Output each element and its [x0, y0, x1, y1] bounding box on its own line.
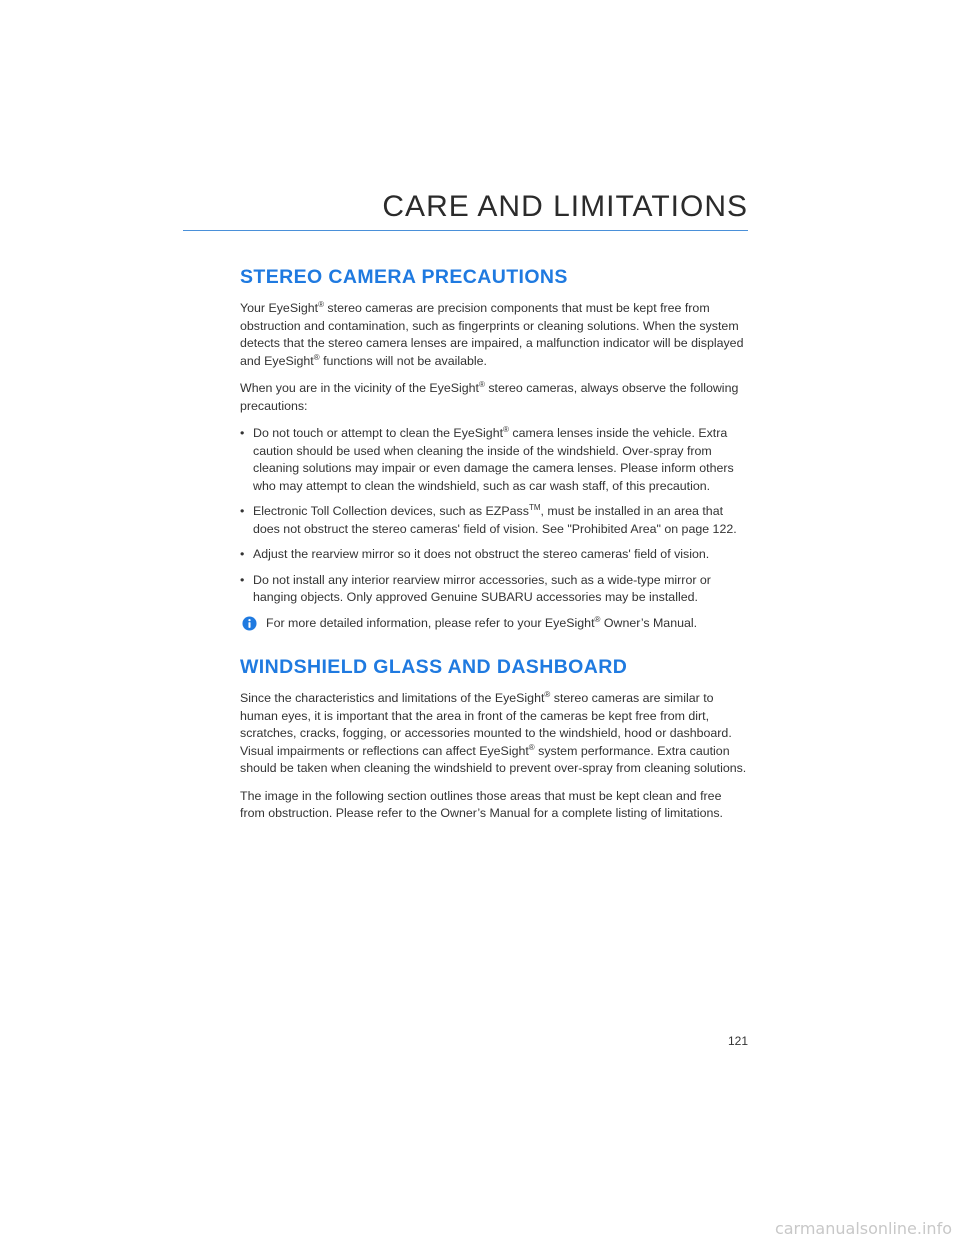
precautions-list [240, 425, 748, 607]
registered-mark: ® [594, 614, 601, 624]
bullet-icon: • [240, 572, 245, 587]
windshield-paragraph-2: The image in the following section outlines those areas that must be kept clean and free from obstruction. Please refer to the Owner’s Manual for a complete listing of limitations. [240, 788, 723, 820]
registered-mark: ® [528, 742, 535, 752]
header-rule [183, 230, 748, 231]
windshield-section [240, 654, 748, 823]
registered-mark: ® [318, 299, 324, 309]
windshield-paragraph-1: Since the characteristics and limitations of the EyeSight® stereo cameras are similar to human eyes, it is important that the area in front of the cameras be kept free from dirt, scratches, cracks, fogging, or accessories mounted to the windshield, hood or dashboard. Visual impairments or reflections can affect EyeSight® system performance. Extra caution should be taken when cleaning the windshield to prevent over-spray from cleaning solutions. [240, 689, 747, 775]
info-note: For more detailed information, please refer to your EyeSight® Owner’s Manual. [240, 615, 748, 633]
registered-mark: ® [544, 689, 551, 699]
bullet-icon: • [240, 547, 245, 561]
registered-mark: ® [313, 352, 320, 362]
stereo-camera-intro: Your EyeSight® stereo cameras are precision components that must be kept free from obstruction and contamination, such as fingerprints or cleaning solutions. When the system detects that the stereo camera lenses are impaired, a malfunction indicator will be displayed and EyeSight® functions will not be available. [240, 299, 744, 368]
watermark: carmanualsonline.info [774, 1219, 952, 1238]
trademark-mark: TM [528, 502, 541, 512]
registered-mark: ® [503, 424, 509, 434]
stereo-camera-heading: STEREO CAMERA PRECAUTIONS [240, 266, 568, 288]
list-item: • Electronic Toll Collection devices, such as EZPass™, must be installed in an area that does not obstruct the stereo cameras' field of vision. See "Prohibited Area" on page 122. [240, 502, 737, 536]
page-content [240, 264, 748, 833]
bullet-icon: • [240, 426, 245, 440]
bullet-icon: • [240, 504, 245, 518]
page-number: 121 [727, 1034, 748, 1048]
section-title: CARE AND LIMITATIONS [382, 190, 748, 223]
precautions-lead: When you are in the vicinity of the EyeSight® stereo cameras, always observe the following precautions: [240, 379, 739, 413]
list-item: • Adjust the rearview mirror so it does not obstruct the stereo cameras' field of vision. [240, 546, 748, 564]
list-item: • Do not install any interior rearview mirror accessories, such as a wide-type mirror or hanging objects. Only approved Genuine SUBARU accessories may be installed. [240, 572, 711, 604]
list-item: • Do not touch or attempt to clean the EyeSight® camera lenses inside the vehicle. Extra caution should be used when cleaning the inside of the windshield. Over-spray from cleaning solutions may impair or even damage the camera lenses. Please inform others who may attempt to clean the windshield, such as car wash staff, of this precaution. [240, 424, 734, 493]
stereo-camera-precautions-section [240, 264, 748, 632]
info-icon [242, 616, 257, 631]
windshield-heading: WINDSHIELD GLASS AND DASHBOARD [240, 656, 628, 678]
registered-mark: ® [479, 379, 485, 389]
